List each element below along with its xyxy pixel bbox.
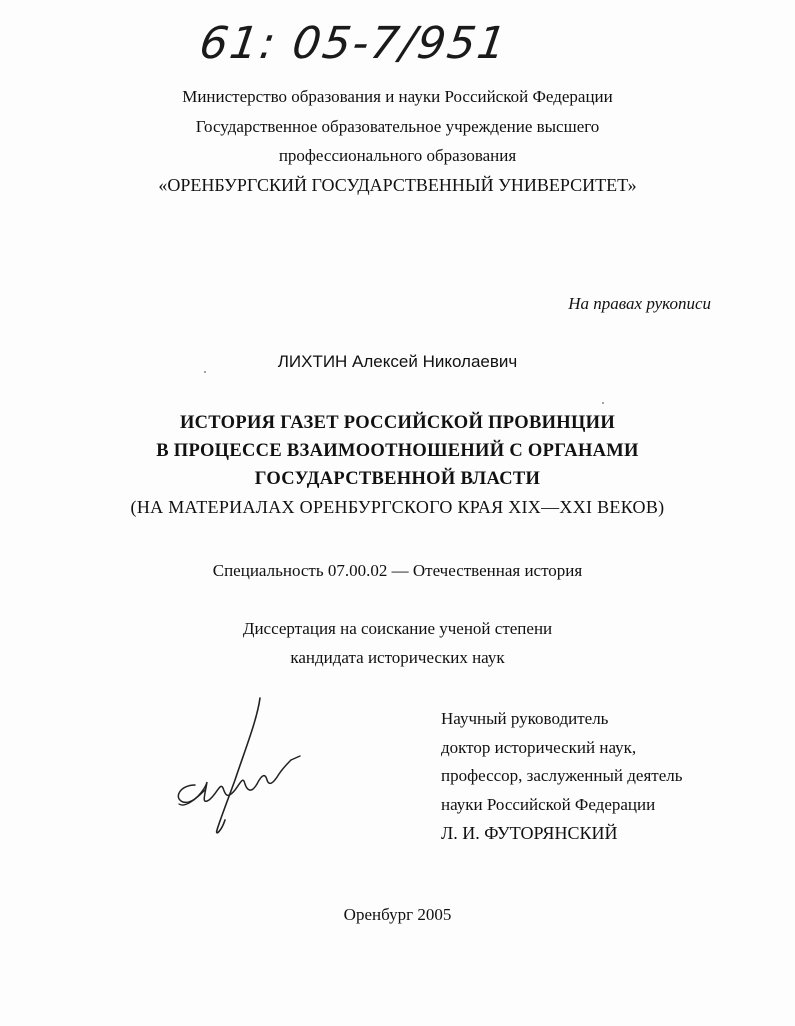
supervisor-name: Л. И. ФУТОРЯНСКИЙ [441, 823, 618, 843]
institution-line: Государственное образовательное учреждение высшего [195, 117, 600, 136]
dissertation-line-2: кандидата исторических наук [290, 648, 505, 667]
city-year: Оренбург 2005 [343, 905, 452, 924]
university-name: «ОРЕНБУРГСКИЙ ГОСУДАРСТВЕННЫЙ УНИВЕРСИТЕТ» [158, 175, 637, 195]
supervisor-block [441, 705, 683, 848]
title-subtitle: (НА МАТЕРИАЛАХ ОРЕНБУРГСКОГО КРАЯ XIX—XXI ВЕКОВ) [130, 497, 665, 517]
manuscript-note: На правах рукописи [568, 294, 711, 313]
dissertation-line-1: Диссертация на соискание ученой степени [242, 619, 553, 638]
scan-speck [602, 402, 604, 404]
specialty-line: Специальность 07.00.02 — Отечественная история [212, 561, 583, 580]
author-name: ЛИХТИН Алексей Николаевич [277, 352, 518, 371]
signature-icon [165, 690, 315, 840]
supervisor-role: Научный руководитель [441, 709, 609, 728]
title-line-2: В ПРОЦЕССЕ ВЗАИМООТНОШЕНИЙ С ОРГАНАМИ [156, 441, 639, 461]
archive-number: 61: 05-7/951 [196, 18, 512, 69]
supervisor-title: профессор, заслуженный деятель [441, 766, 683, 785]
title-line-3: ГОСУДАРСТВЕННОЙ ВЛАСТИ [254, 469, 541, 489]
title-line-1: ИСТОРИЯ ГАЗЕТ РОССИЙСКОЙ ПРОВИНЦИИ [179, 413, 616, 433]
education-line: профессионального образования [278, 146, 517, 165]
supervisor-degree: доктор исторический наук, [441, 737, 637, 757]
ministry-line: Министерство образования и науки Российской Федерации [182, 87, 613, 106]
supervisor-title-cont: науки Российской Федерации [441, 794, 656, 814]
scan-speck [204, 371, 206, 373]
